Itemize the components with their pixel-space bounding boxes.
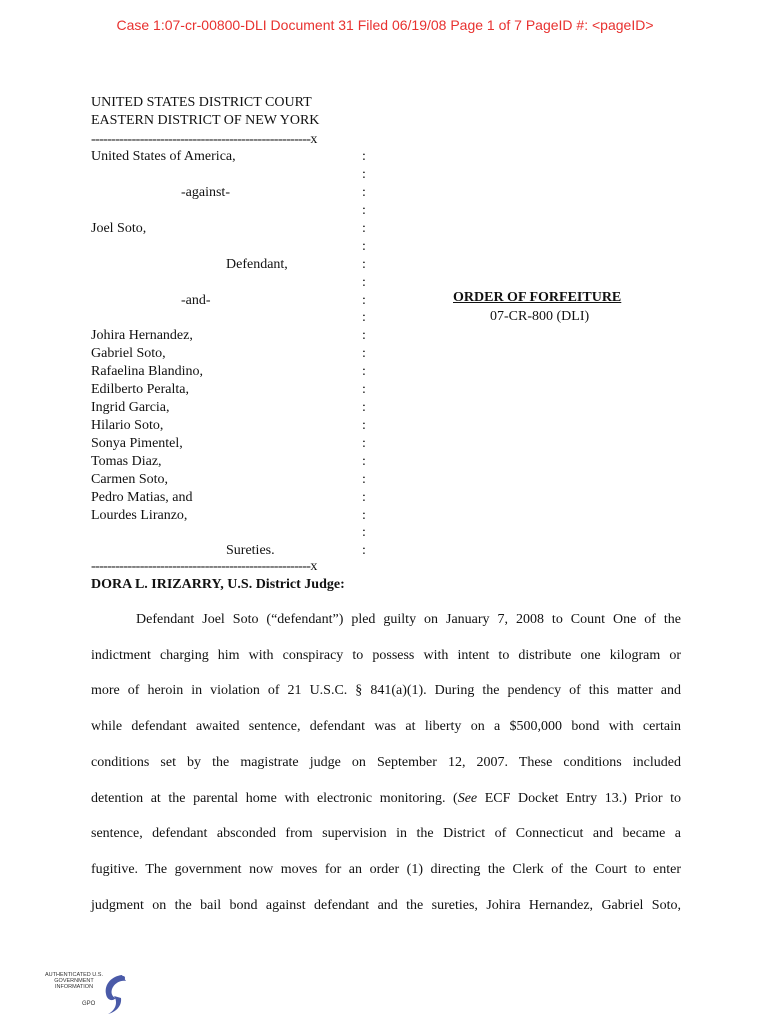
caption-colon: : xyxy=(362,472,366,487)
body-line: fugitive. The government now moves for an order (1) directing the Clerk of the Court to enter xyxy=(91,862,681,877)
surety-name: Hilario Soto, xyxy=(91,418,164,433)
caption-colon: : xyxy=(362,167,366,182)
caption-colon: : xyxy=(362,257,366,272)
body-line: judgment on the bail bond against defendant and the sureties, Johira Hernandez, Gabriel Soto, xyxy=(91,898,681,913)
caption-colon: : xyxy=(362,382,366,397)
body-line: indictment charging him with conspiracy to possess with intent to distribute one kilogram or xyxy=(91,648,681,663)
body-line: more of heroin in violation of 21 U.S.C. § 841(a)(1). During the pendency of this matter and xyxy=(91,683,681,698)
order-title: ORDER OF FORFEITURE xyxy=(453,290,622,305)
caption-colon: : xyxy=(362,543,366,558)
surety-name: Ingrid Garcia, xyxy=(91,400,170,415)
surety-name: Pedro Matias, and xyxy=(91,490,193,505)
gpo-authentication-text: AUTHENTICATED U.S. GOVERNMENT INFORMATION xyxy=(45,972,103,990)
caption-colon: : xyxy=(362,203,366,218)
case-number: 07-CR-800 (DLI) xyxy=(490,309,590,324)
caption-colon: : xyxy=(362,525,366,540)
gpo-authentication-logo xyxy=(44,972,134,1016)
caption-colon: : xyxy=(362,149,366,164)
caption-colon: : xyxy=(362,400,366,415)
body-line: detention at the parental home with electronic monitoring. (See ECF Docket Entry 13.) Prior to xyxy=(91,791,681,806)
caption-bottom-rule: ------------------------------------------------------x xyxy=(91,559,317,574)
surety-name: Johira Hernandez, xyxy=(91,328,193,343)
surety-name: Sonya Pimentel, xyxy=(91,436,183,451)
surety-name: Gabriel Soto, xyxy=(91,346,166,361)
and-label: -and- xyxy=(181,293,211,308)
body-line: while defendant awaited sentence, defendant was at liberty on a $500,000 bond with certain xyxy=(91,719,681,734)
caption-top-rule: ------------------------------------------------------x xyxy=(91,132,317,147)
caption-colon: : xyxy=(362,508,366,523)
case-header: Case 1:07-cr-00800-DLI Document 31 Filed 06/19/08 Page 1 of 7 PageID #: <pageID> xyxy=(116,17,654,33)
caption-colon: : xyxy=(362,239,366,254)
caption-colon: : xyxy=(362,490,366,505)
judge-name: DORA L. IRIZARRY, U.S. District Judge: xyxy=(91,577,345,592)
caption-colon: : xyxy=(362,454,366,469)
against-label: -against- xyxy=(181,185,230,200)
defendant-name: Joel Soto, xyxy=(91,221,147,236)
caption-colon: : xyxy=(362,418,366,433)
surety-name: Edilberto Peralta, xyxy=(91,382,189,397)
gpo-label: GPO xyxy=(82,1001,96,1007)
caption-colon: : xyxy=(362,221,366,236)
caption-colon: : xyxy=(362,436,366,451)
plaintiff-name: United States of America, xyxy=(91,149,236,164)
caption-colon: : xyxy=(362,185,366,200)
surety-name: Lourdes Liranzo, xyxy=(91,508,188,523)
caption-colon: : xyxy=(362,310,366,325)
caption-colon: : xyxy=(362,346,366,361)
caption-colon: : xyxy=(362,328,366,343)
sureties-role: Sureties. xyxy=(226,543,275,558)
court-district: EASTERN DISTRICT OF NEW YORK xyxy=(91,113,320,128)
defendant-role: Defendant, xyxy=(226,257,288,272)
caption-colon: : xyxy=(362,364,366,379)
surety-name: Carmen Soto, xyxy=(91,472,168,487)
body-line: conditions set by the magistrate judge on September 12, 2007. These conditions included xyxy=(91,755,681,770)
eagle-icon xyxy=(92,972,132,1016)
court-name: UNITED STATES DISTRICT COURT xyxy=(91,95,312,110)
caption-colon: : xyxy=(362,275,366,290)
caption-colon: : xyxy=(362,293,366,308)
body-line: Defendant Joel Soto (“defendant”) pled guilty on January 7, 2008 to Count One of the xyxy=(136,612,681,627)
surety-name: Rafaelina Blandino, xyxy=(91,364,203,379)
body-line: sentence, defendant absconded from supervision in the District of Connecticut and became a xyxy=(91,826,681,841)
surety-name: Tomas Diaz, xyxy=(91,454,162,469)
